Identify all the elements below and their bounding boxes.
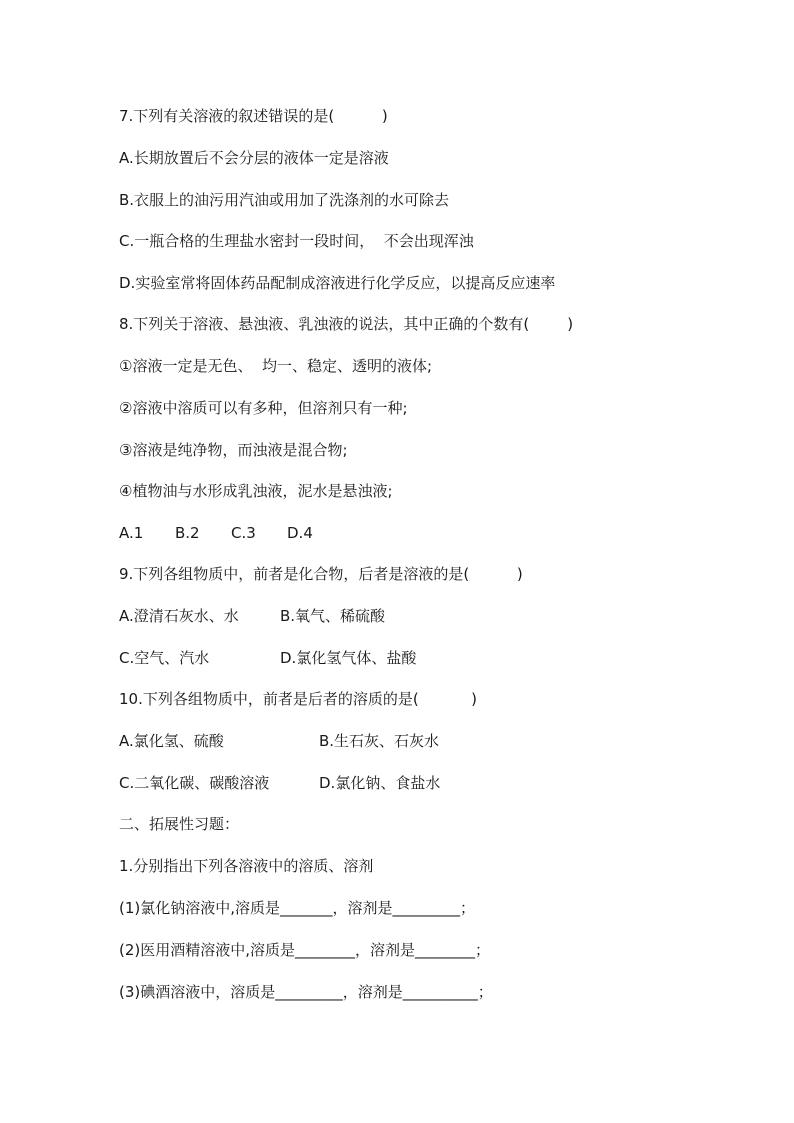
question-8-statement-3: ③溶液是纯净物，而浊液是混合物;: [119, 441, 348, 459]
question-8-statement-2: ②溶液中溶质可以有多种，但溶剂只有一种;: [119, 399, 408, 417]
question-7-option-a: A.长期放置后不会分层的液体一定是溶液: [119, 149, 389, 167]
question-7-option-b: B.衣服上的油污用汽油或用加了洗涤剂的水可除去: [119, 191, 450, 209]
question-8-statement-4: ④植物油与水形成乳浊液，泥水是悬浊液;: [119, 482, 393, 500]
question-8-statement-1: ①溶液一定是无色、 均一、稳定、透明的液体;: [119, 357, 433, 375]
question-10-option-a: A.氯化氢、硫酸: [119, 732, 224, 750]
question-9-option-a: A.澄清石灰水、水: [119, 607, 239, 625]
question-7-option-c: C.一瓶合格的生理盐水密封一段时间， 不会出现浑浊: [119, 232, 474, 250]
question-10-option-c: C.二氧化碳、碳酸溶液: [119, 774, 270, 792]
question-9-option-c: C.空气、汽水: [119, 649, 210, 667]
section-2-question-1-item-2: (2)医用酒精溶液中,溶质是________，溶剂是________；: [119, 941, 491, 959]
section-2-heading: 二、拓展性习题：: [119, 815, 240, 833]
question-8-option-c: C.3: [231, 524, 256, 542]
section-2-question-1-item-3: (3)碘酒溶液中，溶质是_________，溶剂是__________；: [119, 983, 493, 1001]
question-7-stem: 7.下列有关溶液的叙述错误的是( ): [119, 107, 388, 125]
question-9-stem: 9.下列各组物质中，前者是化合物，后者是溶液的是( ): [119, 565, 523, 583]
question-7-option-d: D.实验室常将固体药品配制成溶液进行化学反应，以提高反应速率: [119, 274, 556, 292]
question-8-option-d: D.4: [287, 524, 313, 542]
question-10-stem: 10.下列各组物质中，前者是后者的溶质的是( ): [119, 690, 478, 708]
question-8-option-b: B.2: [175, 524, 200, 542]
question-10-option-d: D.氯化钠、食盐水: [319, 774, 441, 792]
section-2-question-1-item-1: (1)氯化钠溶液中,溶质是_______，溶剂是_________；: [119, 899, 476, 917]
section-2-question-1-stem: 1.分别指出下列各溶液中的溶质、溶剂: [119, 857, 374, 875]
question-10-option-b: B.生石灰、石灰水: [319, 732, 440, 750]
question-9-option-b: B.氧气、稀硫酸: [280, 607, 386, 625]
question-8-option-a: A.1: [119, 524, 144, 542]
question-8-stem: 8.下列关于溶液、悬浊液、乳浊液的说法，其中正确的个数有( ): [119, 315, 574, 333]
question-9-option-d: D.氯化氢气体、盐酸: [280, 649, 417, 667]
